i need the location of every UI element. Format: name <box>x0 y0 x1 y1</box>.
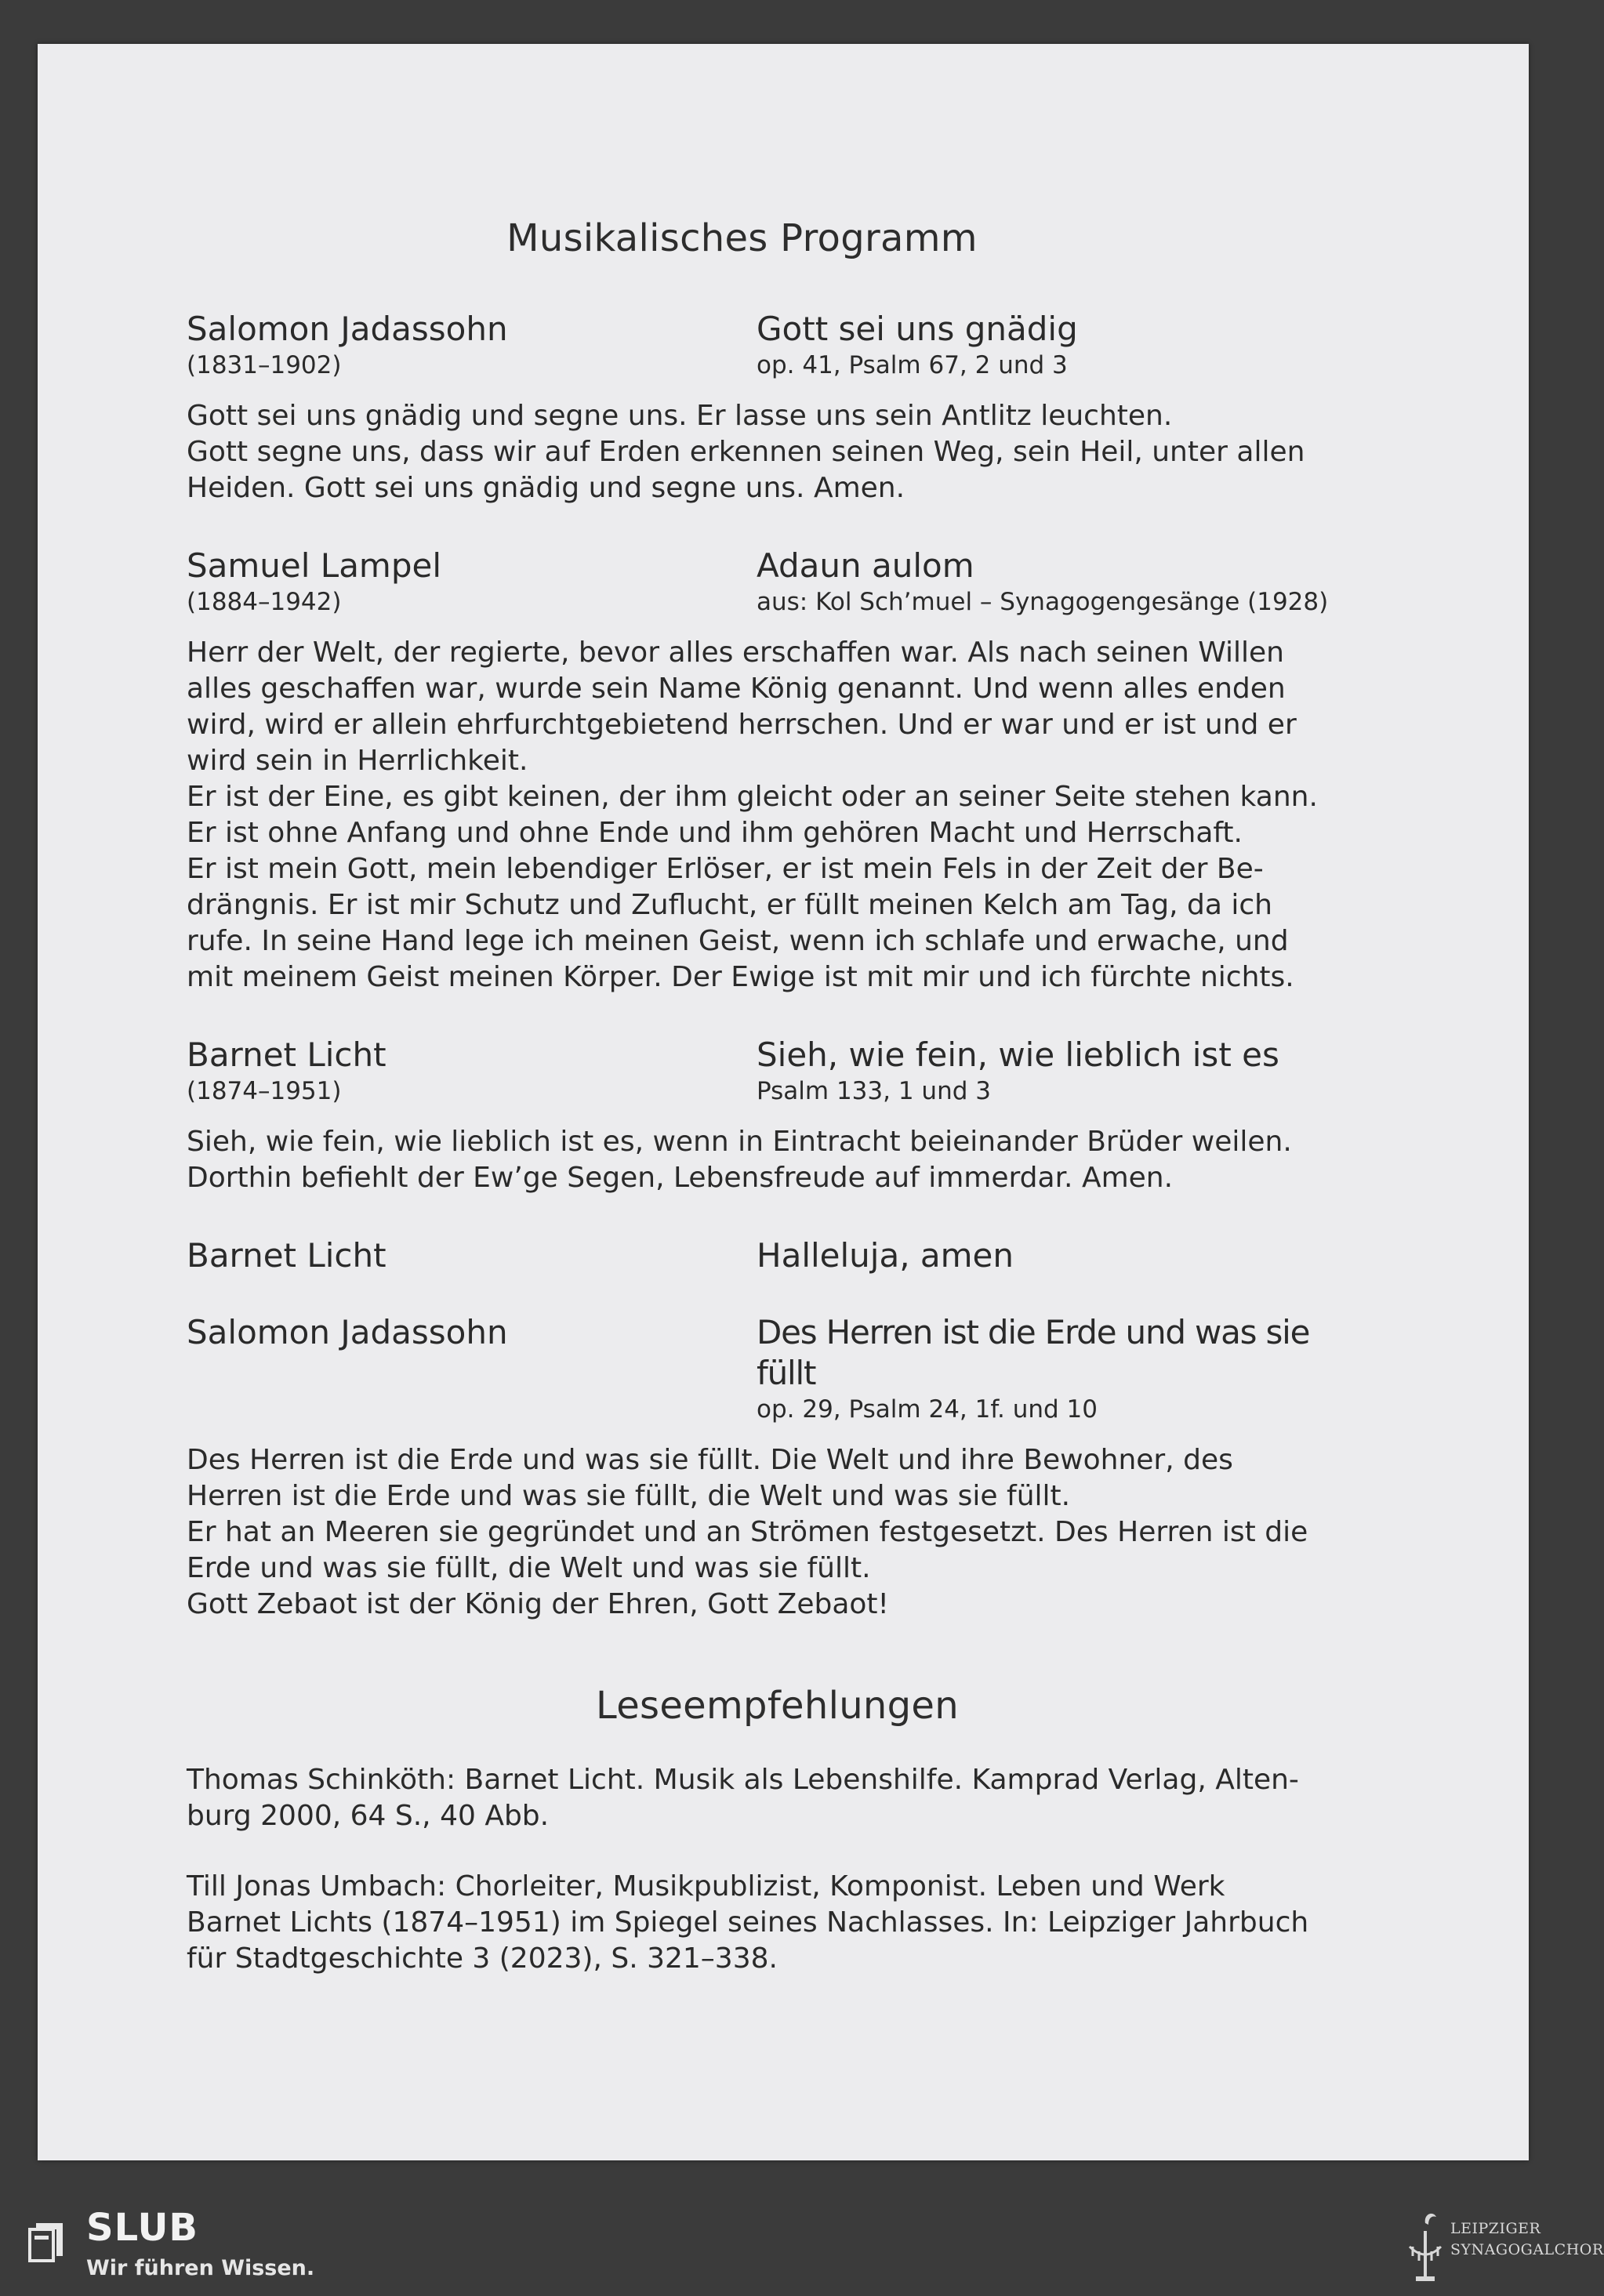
lyrics-line: Herren ist die Erde und was sie füllt, die Welt und was sie füllt. <box>187 1480 1071 1512</box>
lyrics-text <box>187 1442 1368 1623</box>
lyrics-line: alles geschaffen war, wurde sein Name König genannt. Und wenn alles enden <box>187 673 1286 705</box>
footer-bar <box>0 2195 1604 2296</box>
slub-logo-icon <box>30 2222 64 2262</box>
piece-entry <box>187 1312 1368 1623</box>
reading-heading: Leseempfehlungen <box>596 1684 959 1728</box>
piece-title: Adaun aulom <box>757 546 974 585</box>
composer-years: (1831–1902) <box>187 351 342 379</box>
composer-name: Salomon Jadassohn <box>187 1313 508 1351</box>
lyrics-line: Er ist der Eine, es gibt keinen, der ihm gleicht oder an seiner Seite stehen kann. <box>187 781 1318 813</box>
piece-entry <box>187 1235 1368 1276</box>
piece-title: Des Herren ist die Erde und was sie füllt <box>757 1313 1310 1392</box>
lyrics-line: Des Herren ist die Erde und was sie füllt. Die Welt und ihre Bewohner, des <box>187 1444 1233 1476</box>
lyrics-line: wird, wird er allein ehrfurchtgebietend herrschen. Und er war und er ist und er <box>187 709 1297 741</box>
program-heading: Musikalisches Programm <box>506 216 978 260</box>
composer-name: Barnet Licht <box>187 1236 386 1275</box>
reading-line: Barnet Lichts (1874–1951) im Spiegel seines Nachlasses. In: Leipziger Jahrbuch <box>187 1906 1309 1939</box>
reading-entry <box>187 1762 1368 1834</box>
composer-years: (1874–1951) <box>187 1077 342 1105</box>
lyrics-line: Er hat an Meeren sie gegründet und an Strömen festgesetzt. Des Herren ist die <box>187 1516 1308 1548</box>
lyrics-line: Heiden. Gott sei uns gnädig und segne uns. Amen. <box>187 472 905 504</box>
lyrics-line: Er ist ohne Anfang und ohne Ende und ihm gehören Macht und Herrschaft. <box>187 817 1243 849</box>
piece-entry <box>187 1035 1368 1196</box>
lyrics-line: Herr der Welt, der regierte, bevor alles erschaffen war. Als nach seinen Willen <box>187 637 1284 669</box>
reading-line: Till Jonas Umbach: Chorleiter, Musikpublizist, Komponist. Leben und Werk <box>187 1870 1225 1902</box>
composer-years: (1884–1942) <box>187 588 342 616</box>
composer-name: Samuel Lampel <box>187 546 442 585</box>
choir-wordmark <box>1450 2218 1604 2261</box>
reading-line: burg 2000, 64 S., 40 Abb. <box>187 1800 550 1832</box>
piece-source: op. 29, Psalm 24, 1f. und 10 <box>757 1395 1098 1424</box>
lyrics-line: Gott Zebaot ist der König der Ehren, Gott Zebaot! <box>187 1588 889 1620</box>
reading-line: Thomas Schinköth: Barnet Licht. Musik als Lebenshilfe. Kamprad Verlag, Alten- <box>187 1764 1299 1796</box>
lyrics-line: Gott sei uns gnädig und segne uns. Er lasse uns sein Antlitz leuchten. <box>187 400 1173 432</box>
reading-line: für Stadtgeschichte 3 (2023), S. 321–338. <box>187 1942 778 1975</box>
piece-source: Psalm 133, 1 und 3 <box>757 1077 991 1105</box>
piece-title: Halleluja, amen <box>757 1236 1014 1275</box>
piece-title: Gott sei uns gnädig <box>757 310 1078 348</box>
piece-title: Sieh, wie fein, wie lieblich ist es <box>757 1036 1279 1074</box>
piece-entry <box>187 546 1368 996</box>
lyrics-line: Gott segne uns, dass wir auf Erden erkennen seinen Weg, sein Heil, unter allen <box>187 436 1305 468</box>
slub-claim: Wir führen Wissen. <box>86 2256 315 2280</box>
piece-source: op. 41, Psalm 67, 2 und 3 <box>757 351 1068 379</box>
lyrics-text <box>187 635 1368 996</box>
composer-name: Salomon Jadassohn <box>187 310 508 348</box>
piece-entry <box>187 309 1368 506</box>
choir-emblem-icon <box>1402 2207 1449 2286</box>
lyrics-line: drängnis. Er ist mir Schutz und Zuflucht, er füllt meinen Kelch am Tag, da ich <box>187 889 1272 921</box>
lyrics-text <box>187 398 1368 506</box>
lyrics-text <box>187 1124 1368 1196</box>
slub-name: SLUB <box>86 2206 199 2250</box>
sheet-content <box>187 216 1368 1977</box>
lyrics-line: Sieh, wie fein, wie lieblich ist es, wenn in Eintracht beieinander Brüder weilen. <box>187 1126 1292 1158</box>
choir-line-2: SYNAGOGALCHOR <box>1450 2241 1604 2258</box>
lyrics-line: Er ist mein Gott, mein lebendiger Erlöser, er ist mein Fels in der Zeit der Be- <box>187 853 1264 885</box>
lyrics-line: Erde und was sie füllt, die Welt und was sie füllt. <box>187 1552 871 1584</box>
program-sheet <box>38 44 1529 2160</box>
lyrics-line: mit meinem Geist meinen Körper. Der Ewige ist mit mir und ich fürchte nichts. <box>187 961 1294 993</box>
composer-name: Barnet Licht <box>187 1036 386 1074</box>
reading-entry <box>187 1869 1368 1977</box>
piece-source: aus: Kol Sch’muel – Synagogengesänge (1928) <box>757 588 1329 616</box>
lyrics-line: wird sein in Herrlichkeit. <box>187 745 528 777</box>
choir-line-1: LEIPZIGER <box>1450 2220 1541 2237</box>
lyrics-line: Dorthin befiehlt der Ew’ge Segen, Lebensfreude auf immerdar. Amen. <box>187 1162 1174 1194</box>
lyrics-line: rufe. In seine Hand lege ich meinen Geist, wenn ich schlafe und erwache, und <box>187 925 1289 957</box>
